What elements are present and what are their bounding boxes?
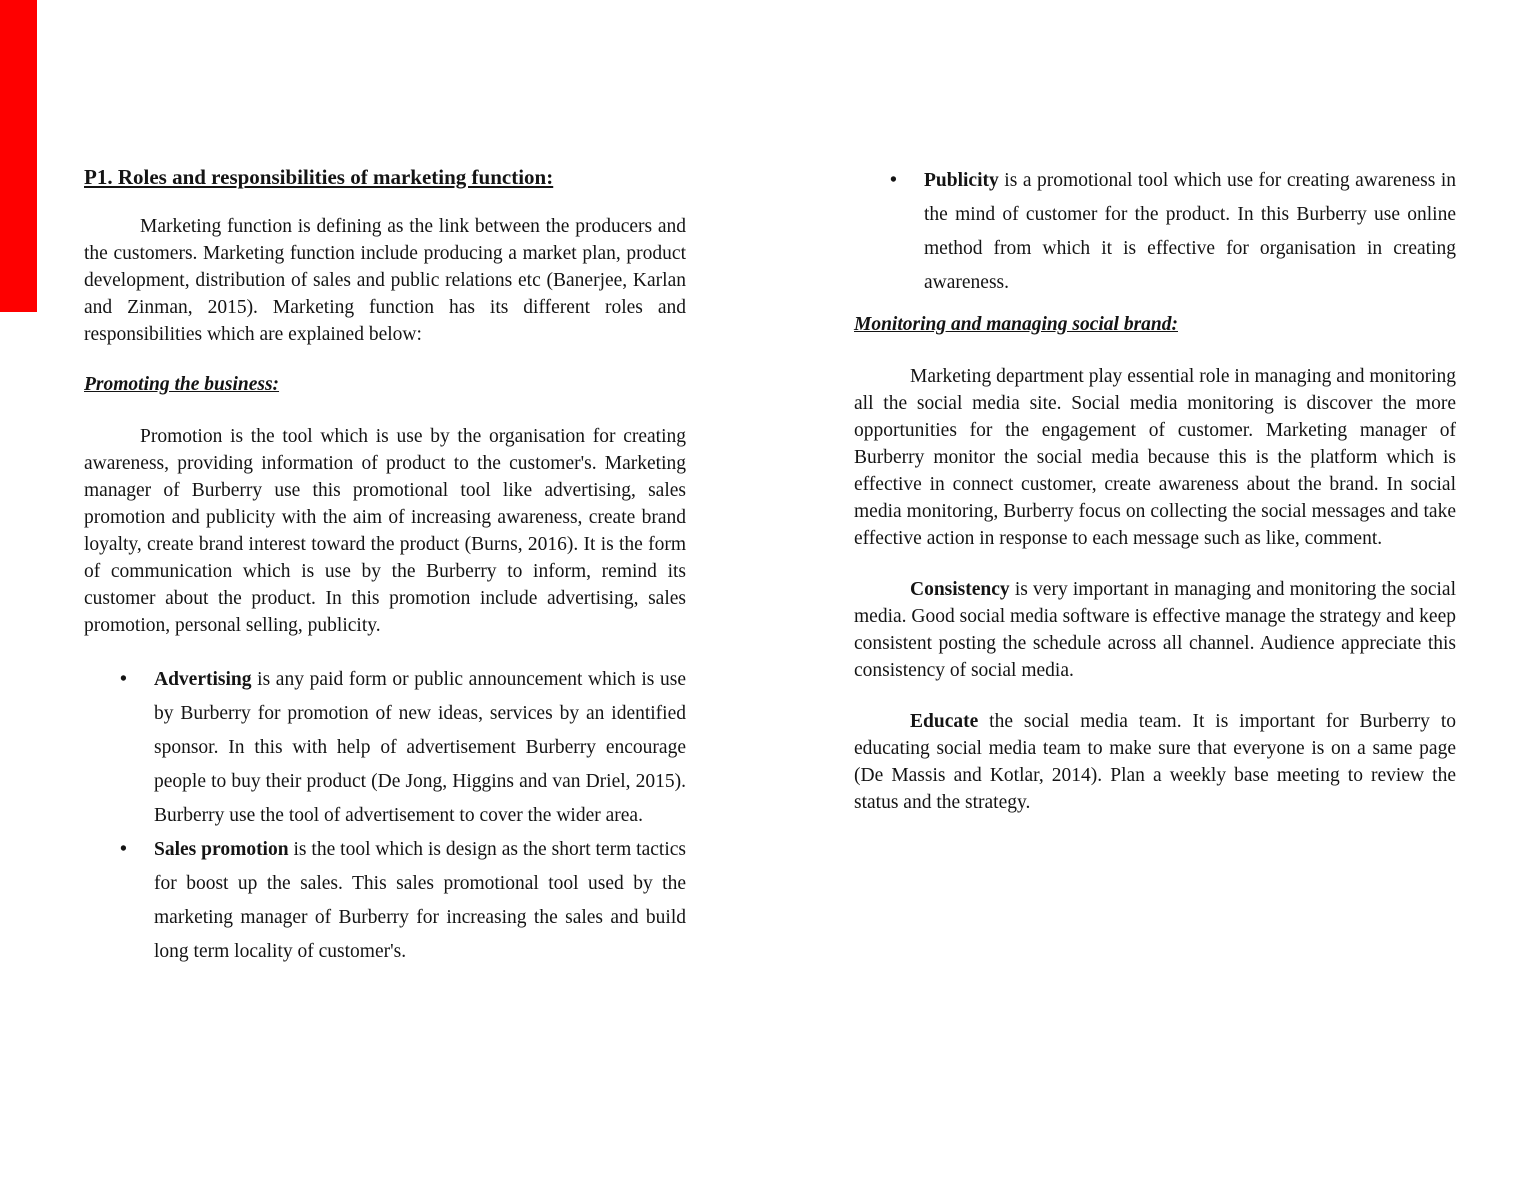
red-accent-bar (0, 0, 37, 312)
bullet-sales-promotion (84, 833, 686, 969)
left-bullet-list (84, 663, 686, 969)
monitoring-paragraph: Marketing department play essential role in managing and monitoring all the social media site. Social media monitoring is discover the more opportunities for the engagement of customer. Marketing manager of Burberry monitor the social media because this is the platform which is effective in connect customer, create awareness about the brand. In social media monitoring, Burberry focus on collecting the social messages and take effective action in response to each message such as like, comment. (854, 366, 1456, 549)
consistency-paragraph (854, 576, 1456, 684)
educate-paragraph (854, 708, 1456, 816)
document-page (84, 164, 1456, 979)
section-title: P1. Roles and responsibilities of marketing function: (84, 165, 554, 189)
right-bullet-list (854, 164, 1456, 300)
bullet-advertising-text: is any paid form or public announcement which is use by Burberry for promotion of new ideas, services by an identified sponsor. In this with help of advertisement Burberry encourage people to buy their product (De Jong, Higgins and van Driel, 2015). Burberry use the tool of advertisement to cover the wider area. (154, 669, 686, 826)
bullet-publicity-text: is a promotional tool which use for creating awareness in the mind of customer for the product. In this Burberry use online method from which it is effective for organisation in creating awareness. (924, 170, 1456, 293)
consistency-lead: Consistency (910, 579, 1010, 600)
bullet-advertising (84, 663, 686, 833)
intro-paragraph: Marketing function is defining as the link between the producers and the customers. Marketing function include producing a market plan, product development, distribution of sales and public relations etc (Banerjee, Karlan and Zinman, 2015). Marketing function has its different roles and responsibilities which are explained below: (84, 216, 686, 345)
monitoring-heading: Monitoring and managing social brand: (854, 314, 1178, 335)
promoting-heading: Promoting the business: (84, 374, 280, 395)
left-column (84, 164, 686, 979)
bullet-advertising-lead: Advertising (154, 669, 252, 690)
promoting-paragraph: Promotion is the tool which is use by the organisation for creating awareness, providing information of product to the customer's. Marketing manager of Burberry use this promotional tool like advertising, sales promotion and publicity with the aim of increasing awareness, create brand loyalty, create brand interest toward the product (Burns, 2016). It is the form of communication which is use by the Burberry to inform, remind its customer about the product. In this promotion include advertising, sales promotion, personal selling, publicity. (84, 426, 686, 636)
bullet-sales-promotion-lead: Sales promotion (154, 839, 289, 860)
right-column (854, 164, 1456, 979)
educate-text: the social media team. It is important for Burberry to educating social media team to make sure that everyone is on a same page (De Massis and Kotlar, 2014). Plan a weekly base meeting to review the status and the strategy. (854, 711, 1456, 813)
educate-lead: Educate (910, 711, 979, 732)
bullet-publicity (854, 164, 1456, 300)
bullet-sales-promotion-text: is the tool which is design as the short term tactics for boost up the sales. This sales promotional tool used by the marketing manager of Burberry for increasing the sales and build long term locality of customer's. (154, 839, 686, 962)
consistency-text: is very important in managing and monitoring the social media. Good social media software is effective manage the strategy and keep consistent posting the schedule across all channel. Audience appreciate this consistency of social media. (854, 579, 1456, 681)
bullet-publicity-lead: Publicity (924, 170, 999, 191)
